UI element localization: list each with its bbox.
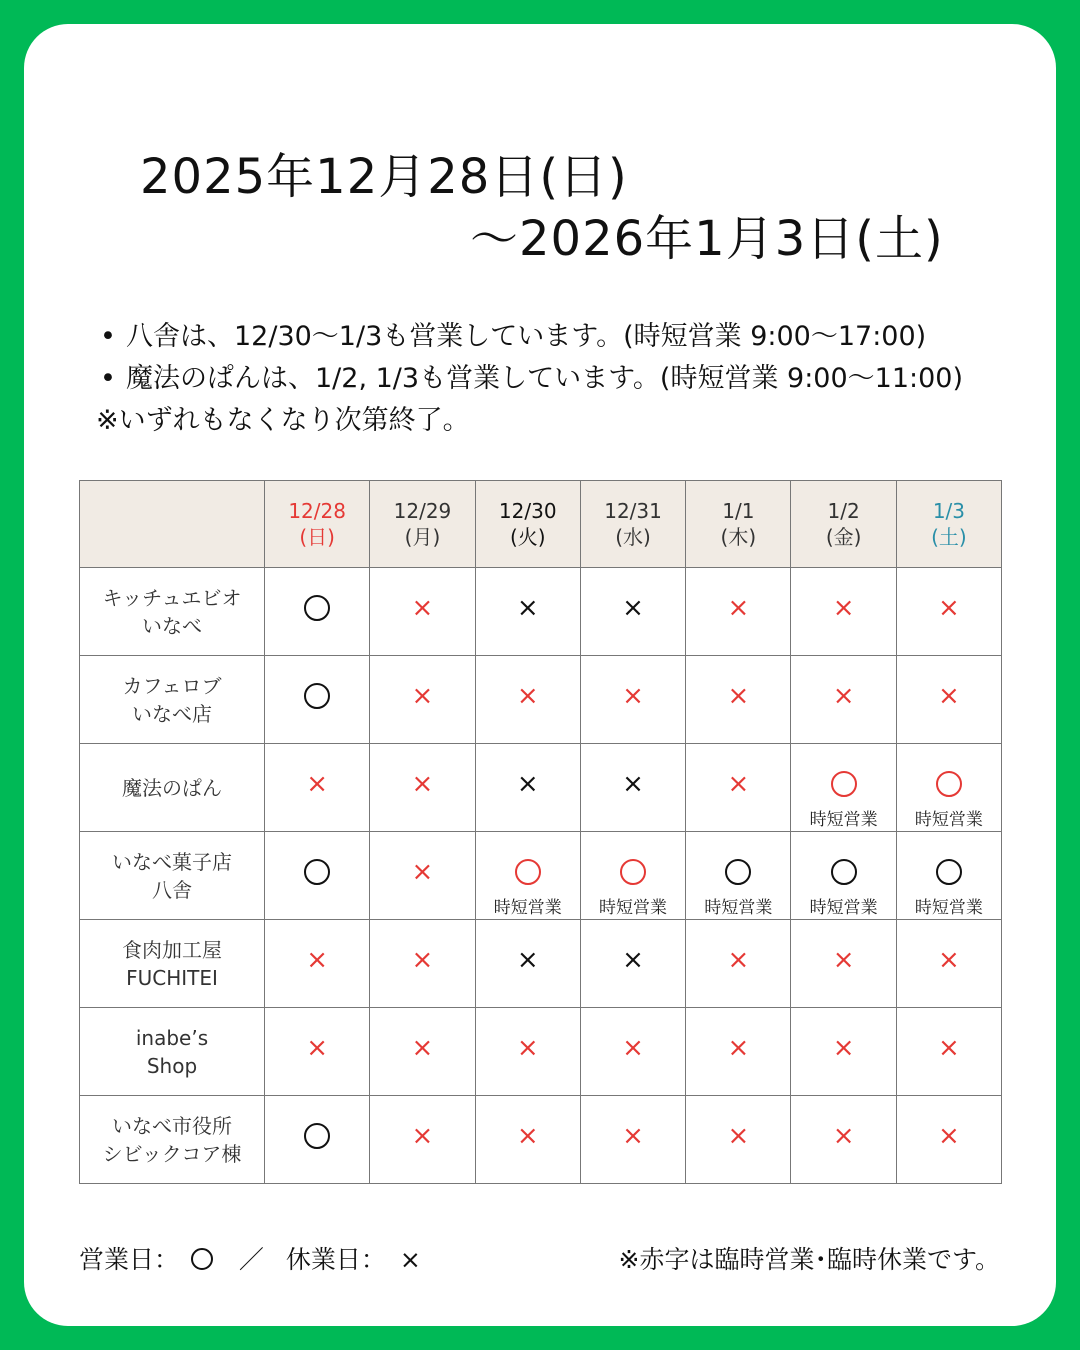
status-cell (475, 832, 580, 920)
closed-cross-icon: × (516, 945, 539, 975)
note-item: • 八舎は、12/30～1/3も営業しています。(時短営業 9:00～17:00) (100, 316, 963, 358)
closed-cross-icon: × (516, 769, 539, 799)
status-cell (580, 744, 685, 832)
closed-cross-icon: × (832, 593, 855, 623)
open-circle-icon (725, 859, 751, 885)
shop-name (80, 920, 265, 1008)
shop-name (80, 656, 265, 744)
short-hours-label: 時短営業 (914, 898, 983, 918)
bullet-icon: • (100, 363, 116, 394)
note-item: • 魔法のぱんは、1/2, 1/3も営業しています。(時短営業 9:00～11:00) (100, 358, 963, 400)
weekday-label: (火) (509, 525, 546, 549)
status-cell (896, 656, 1001, 744)
open-circle-icon (936, 771, 962, 797)
shop-name-line: キッチュエビオ (102, 585, 242, 610)
shop-name-line: カフェロブ (122, 673, 222, 698)
closed-cross-icon: × (938, 681, 960, 711)
schedule-table (79, 480, 1002, 1184)
closed-cross-icon: × (411, 945, 434, 975)
closed-cross-icon: × (727, 1121, 750, 1151)
footnote: ※赤字は臨時営業･臨時休業です。 (618, 1245, 1000, 1274)
status-cell (370, 656, 475, 744)
status-cell (580, 1096, 685, 1184)
status-cell (686, 744, 791, 832)
weekday-label: (水) (615, 525, 651, 549)
status-cell (370, 1096, 475, 1184)
status-cell (370, 1008, 475, 1096)
date-label: 1/2 (827, 499, 860, 523)
shop-name-line: Shop (146, 1053, 198, 1078)
date-header (791, 481, 896, 568)
closed-cross-icon: × (516, 681, 539, 711)
status-cell (686, 832, 791, 920)
shop-name-line: いなべ市役所 (112, 1113, 232, 1138)
open-circle-icon (304, 595, 330, 621)
closed-cross-icon: × (622, 945, 644, 975)
open-circle-icon (831, 771, 857, 797)
short-hours-label: 時短営業 (493, 898, 562, 918)
status-cell (475, 744, 580, 832)
status-cell (580, 920, 685, 1008)
shop-name-line: FUCHITEI (126, 965, 218, 990)
date-header (370, 481, 475, 568)
shop-name-line: 食肉加工屋 (122, 937, 222, 962)
open-circle-icon (304, 1123, 330, 1149)
status-cell (265, 920, 370, 1008)
status-cell (265, 832, 370, 920)
closed-cross-icon: × (411, 593, 434, 623)
closed-cross-icon: × (832, 1033, 855, 1063)
closed-cross-icon: × (727, 1033, 750, 1063)
status-cell (265, 744, 370, 832)
shop-name-line: 魔法のぱん (122, 775, 222, 800)
status-cell (791, 1096, 896, 1184)
short-hours-label: 時短営業 (704, 898, 773, 918)
closed-cross-icon: × (411, 681, 434, 711)
closed-cross-icon: × (306, 945, 329, 975)
short-hours-label: 時短営業 (809, 898, 878, 918)
closed-cross-icon: × (516, 1121, 539, 1151)
shop-name-line: いなべ菓子店 (112, 849, 232, 874)
status-cell (686, 1008, 791, 1096)
status-cell (580, 832, 685, 920)
date-header (265, 481, 370, 568)
legend-separator: ／ (238, 1245, 264, 1274)
closed-cross-icon: × (622, 1033, 644, 1063)
open-circle-icon (936, 859, 962, 885)
table-row (80, 656, 1002, 744)
status-cell (370, 568, 475, 656)
status-cell (686, 1096, 791, 1184)
closed-cross-icon: × (832, 1121, 855, 1151)
date-header (896, 481, 1001, 568)
status-cell (475, 1008, 580, 1096)
notes (96, 316, 964, 442)
shop-name-line: inabe’s (135, 1025, 209, 1050)
closed-cross-icon: × (832, 681, 855, 711)
weekday-label: (金) (825, 525, 862, 549)
closed-cross-icon: × (306, 1033, 329, 1063)
closed-cross-icon: × (622, 769, 644, 799)
closed-cross-icon: × (399, 1245, 421, 1274)
open-circle-icon (515, 859, 541, 885)
short-hours-label: 時短営業 (914, 810, 983, 830)
table-row (80, 832, 1002, 920)
shop-name-line: シビックコア棟 (102, 1141, 242, 1166)
status-cell (475, 920, 580, 1008)
closed-cross-icon: × (516, 1033, 539, 1063)
open-circle-icon (304, 859, 330, 885)
status-cell (580, 568, 685, 656)
closed-cross-icon: × (727, 681, 750, 711)
open-circle-icon (304, 683, 330, 709)
status-cell (370, 832, 475, 920)
status-cell (896, 568, 1001, 656)
status-cell (370, 920, 475, 1008)
status-cell (686, 656, 791, 744)
short-hours-label: 時短営業 (599, 898, 668, 918)
table-row (80, 1096, 1002, 1184)
closed-cross-icon: × (306, 769, 329, 799)
bullet-icon: • (100, 321, 116, 352)
status-cell (475, 656, 580, 744)
status-cell (896, 1096, 1001, 1184)
weekday-label: (月) (404, 525, 441, 549)
shop-name (80, 568, 265, 656)
header-row (80, 481, 1002, 568)
closed-cross-icon: × (938, 593, 960, 623)
status-cell (370, 744, 475, 832)
short-hours-label: 時短営業 (809, 810, 878, 830)
open-circle-icon (831, 859, 857, 885)
closed-cross-icon: × (622, 1121, 644, 1151)
status-cell (896, 744, 1001, 832)
status-cell (791, 832, 896, 920)
weekday-label: (土) (931, 525, 967, 549)
status-cell (791, 744, 896, 832)
date-label: 12/30 (498, 499, 557, 523)
closed-cross-icon: × (938, 1121, 960, 1151)
closed-cross-icon: × (411, 769, 434, 799)
closed-cross-icon: × (411, 1033, 434, 1063)
status-cell (265, 656, 370, 744)
shop-name (80, 1096, 265, 1184)
shop-name-line: 八舎 (152, 877, 192, 902)
closed-cross-icon: × (622, 681, 644, 711)
closed-cross-icon: × (411, 857, 434, 887)
date-label: 1/3 (932, 499, 966, 523)
open-circle-icon (620, 859, 646, 885)
legend (79, 1240, 421, 1276)
status-cell (791, 568, 896, 656)
status-cell (475, 568, 580, 656)
closed-cross-icon: × (727, 769, 750, 799)
closed-cross-icon: × (727, 945, 750, 975)
closed-cross-icon: × (411, 1121, 434, 1151)
title-line-2: ～2026年1月3日(土) (470, 211, 944, 267)
closed-cross-icon: × (938, 945, 960, 975)
table-row (80, 1008, 1002, 1096)
status-cell (686, 920, 791, 1008)
legend-open-label: 営業日： (79, 1245, 180, 1274)
open-circle-icon (191, 1248, 213, 1270)
status-cell (265, 1008, 370, 1096)
legend-closed-label: 休業日： (285, 1245, 386, 1274)
table-row (80, 920, 1002, 1008)
date-label: 1/1 (722, 499, 755, 523)
closed-cross-icon: × (516, 593, 539, 623)
shop-name (80, 832, 265, 920)
date-header (580, 481, 685, 568)
status-cell (580, 1008, 685, 1096)
closed-cross-icon: × (622, 593, 644, 623)
closed-cross-icon: × (727, 593, 750, 623)
status-cell (896, 1008, 1001, 1096)
status-cell (580, 656, 685, 744)
date-header (475, 481, 580, 568)
note-extra: ※いずれもなくなり次第終了。 (96, 405, 470, 436)
title-line-1: 2025年12月28日(日) (140, 149, 628, 205)
date-header (686, 481, 791, 568)
table-row (80, 744, 1002, 832)
shop-name (80, 1008, 265, 1096)
closed-cross-icon: × (832, 945, 855, 975)
date-label: 12/29 (393, 499, 452, 523)
status-cell (475, 1096, 580, 1184)
date-label: 12/28 (288, 499, 346, 523)
shop-name-line: いなべ店 (132, 701, 212, 726)
shop-name (80, 744, 265, 832)
corner-cell (80, 481, 265, 568)
status-cell (791, 920, 896, 1008)
table-row (80, 568, 1002, 656)
date-label: 12/31 (604, 499, 662, 523)
status-cell (791, 656, 896, 744)
weekday-label: (木) (720, 525, 757, 549)
closed-cross-icon: × (938, 1033, 960, 1063)
status-cell (686, 568, 791, 656)
shop-name-line: いなべ (142, 613, 202, 638)
status-cell (896, 832, 1001, 920)
weekday-label: (日) (299, 525, 335, 549)
status-cell (791, 1008, 896, 1096)
status-cell (896, 920, 1001, 1008)
status-cell (265, 568, 370, 656)
status-cell (265, 1096, 370, 1184)
